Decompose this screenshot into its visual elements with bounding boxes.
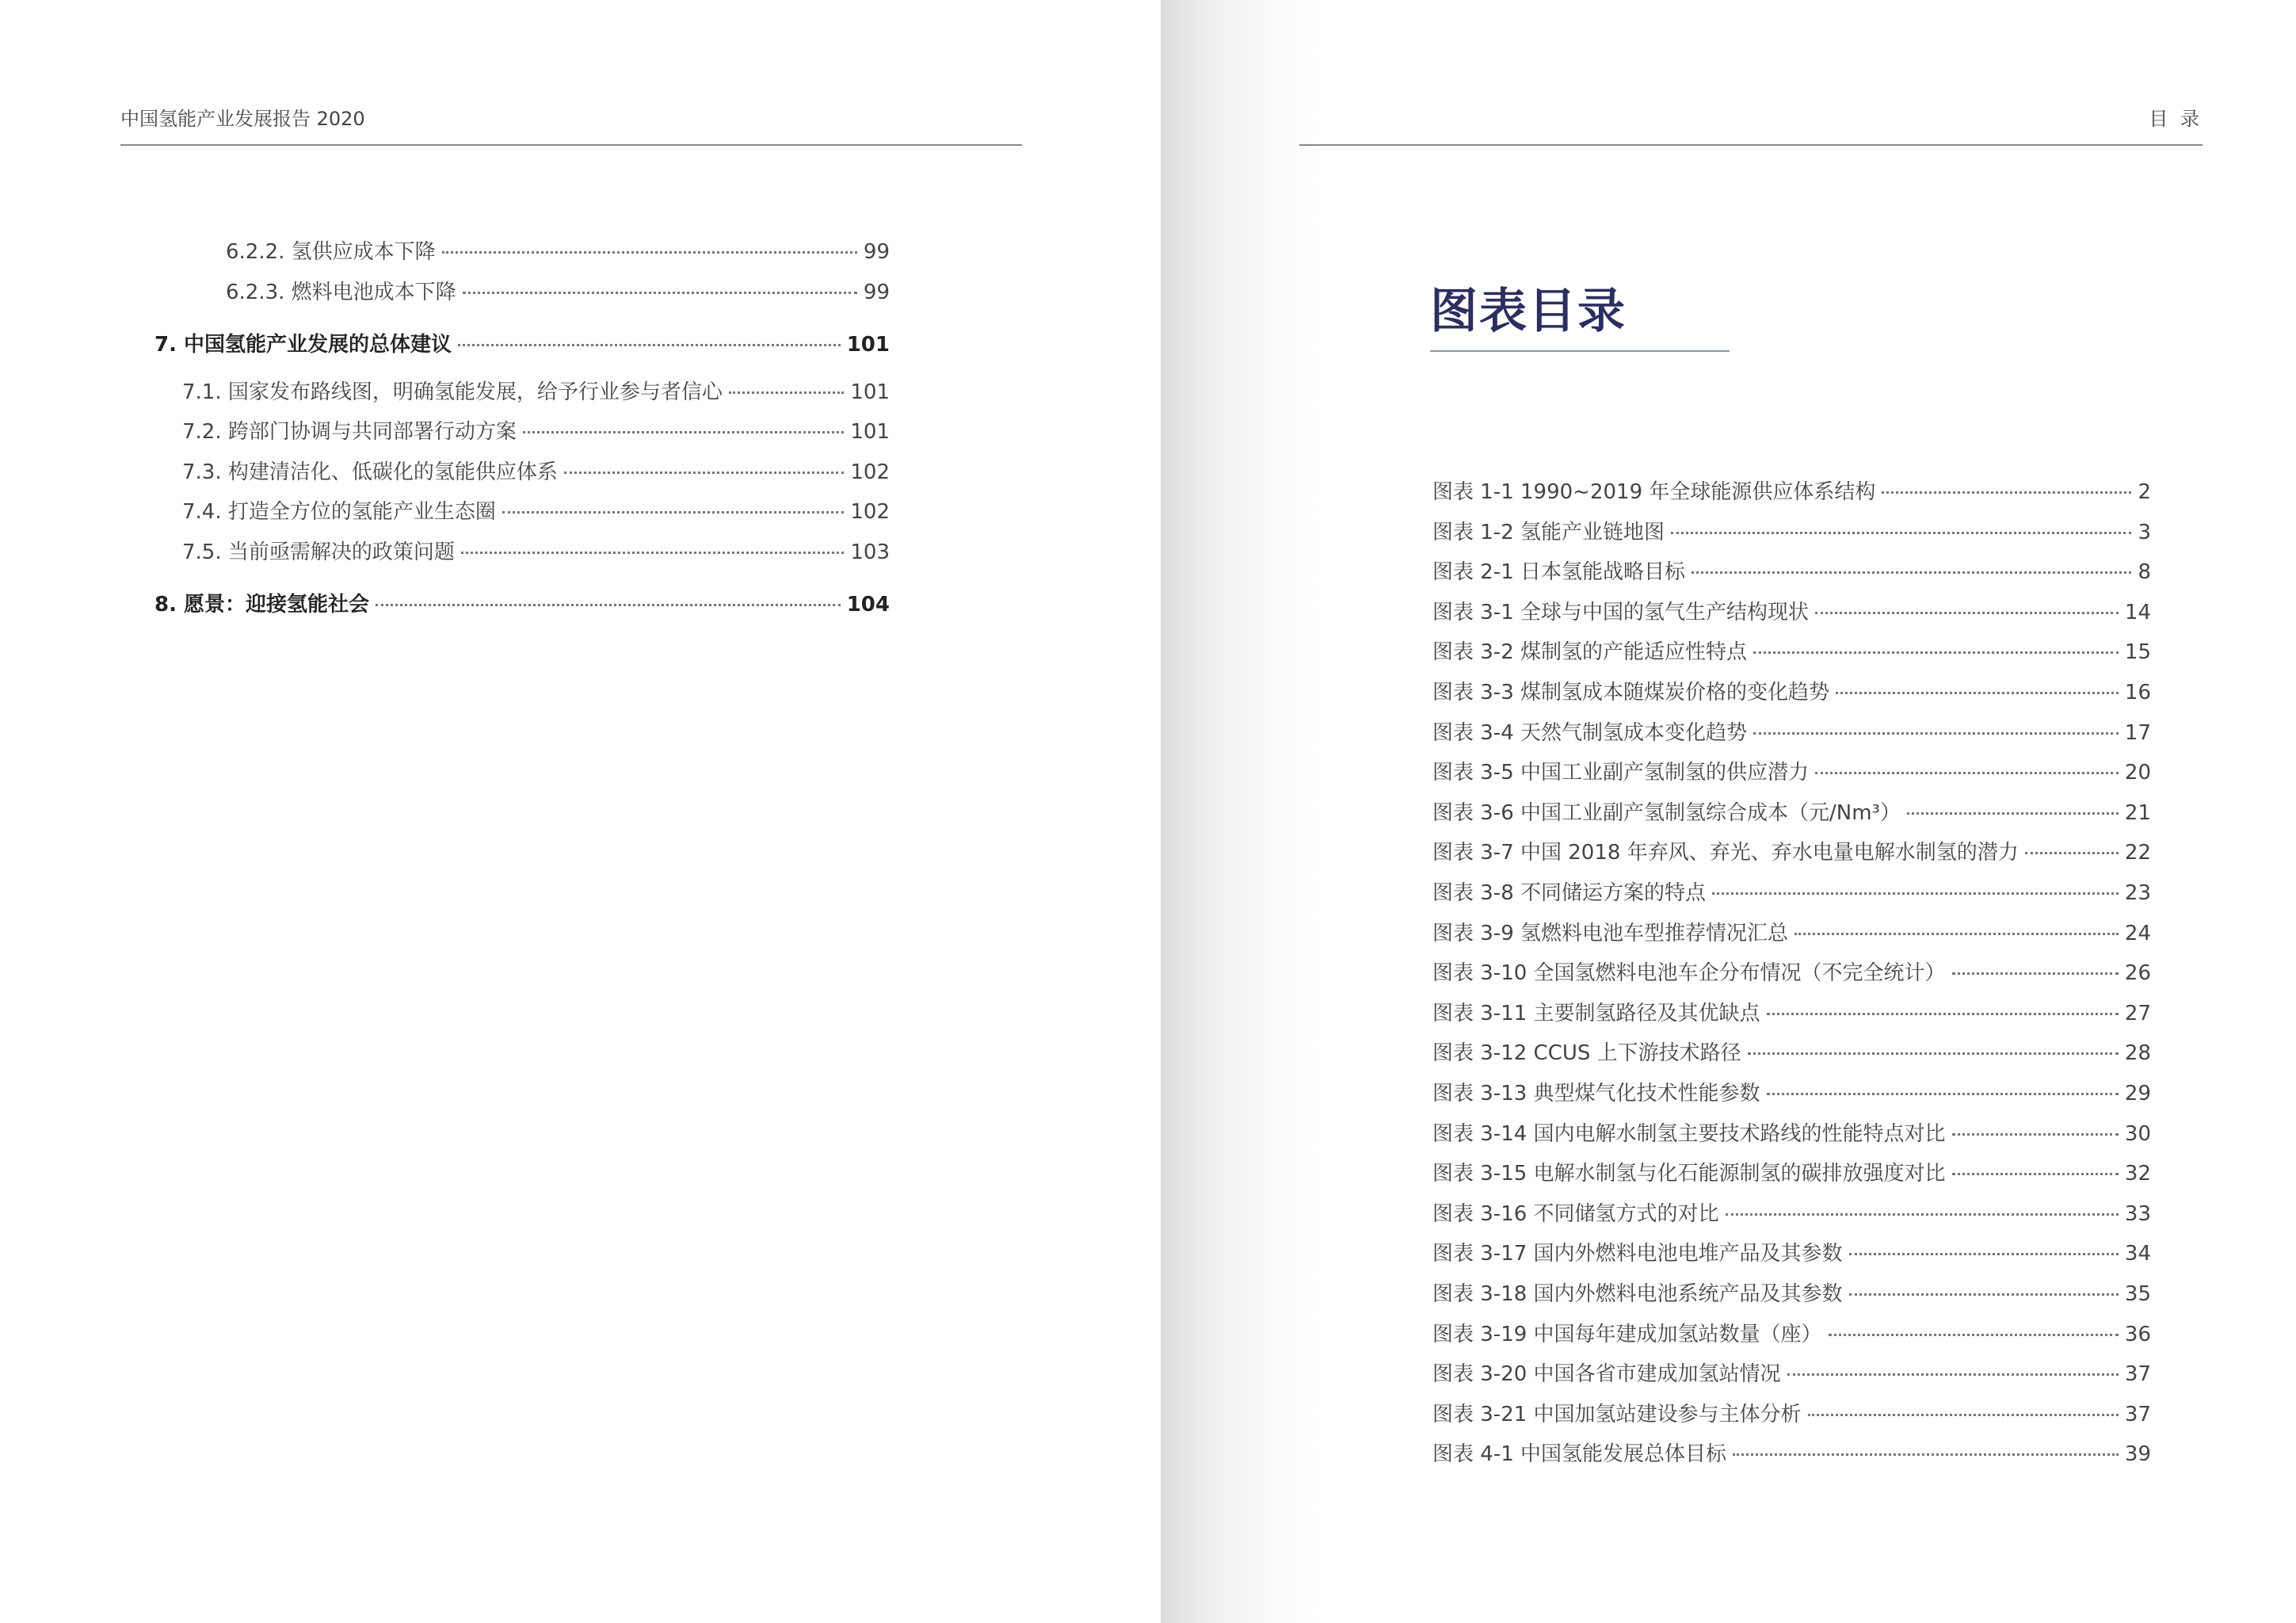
dot-leader	[1815, 612, 2119, 614]
toc-entry-label: 6.2.2. 氢供应成本下降	[226, 240, 436, 264]
figure-page-number: 21	[2124, 800, 2151, 825]
figure-entry-label: 图表 3-4 天然气制氢成本变化趋势	[1432, 720, 1747, 745]
figure-page-number: 15	[2124, 640, 2151, 665]
figure-page-number: 30	[2124, 1121, 2151, 1146]
dot-leader	[1829, 1334, 2119, 1336]
dot-leader	[1753, 651, 2119, 654]
toc-page-number: 101	[850, 420, 890, 444]
figure-page-number: 36	[2124, 1322, 2151, 1346]
dot-leader	[1849, 1293, 2119, 1296]
figure-page-number: 27	[2124, 1001, 2151, 1025]
figure-entry[interactable]	[1432, 1318, 2151, 1347]
figure-entry-label: 图表 3-11 主要制氢路径及其优缺点	[1432, 1001, 1760, 1025]
figure-page-number: 32	[2124, 1162, 2151, 1186]
figure-entry[interactable]	[1432, 636, 2151, 665]
title-underline	[1430, 350, 1730, 352]
dot-leader	[1726, 1213, 2119, 1216]
figure-entry-label: 图表 3-13 典型煤气化技术性能参数	[1432, 1082, 1760, 1106]
toc-page-number: 104	[846, 593, 890, 617]
page-title: 图表目录	[1430, 284, 1627, 339]
gutter-shadow	[1161, 0, 1319, 1623]
dot-leader	[1712, 892, 2119, 895]
toc-entry[interactable]	[226, 235, 890, 265]
toc-page-number: 103	[850, 540, 890, 564]
figure-entry-label: 图表 3-15 电解水制氢与化石能源制氢的碳排放强度对比	[1432, 1162, 1946, 1186]
dot-leader	[1691, 571, 2131, 574]
figure-entry[interactable]	[1432, 957, 2151, 986]
figure-entry[interactable]	[1432, 1157, 2151, 1186]
figure-entry-label: 图表 3-17 国内外燃料电池电堆产品及其参数	[1432, 1242, 1843, 1266]
figure-entry[interactable]	[1432, 1037, 2151, 1066]
figure-entry-label: 图表 3-5 中国工业副产氢制氢的供应潜力	[1432, 761, 1809, 785]
figure-entry[interactable]	[1432, 1197, 2151, 1227]
toc-entry[interactable]	[182, 415, 890, 445]
dot-leader	[564, 472, 844, 474]
toc-entry-label: 8. 愿景：迎接氢能社会	[154, 593, 370, 617]
figure-page-number: 17	[2124, 720, 2151, 745]
figure-page-number: 20	[2124, 761, 2151, 785]
figure-entry-label: 图表 3-9 氢燃料电池车型推荐情况汇总	[1432, 921, 1788, 945]
figure-entry[interactable]	[1432, 1277, 2151, 1307]
dot-leader	[1952, 972, 2119, 975]
figure-entry-label: 图表 3-1 全球与中国的氢气生产结构现状	[1432, 600, 1809, 624]
dot-leader	[1907, 812, 2119, 815]
toc-page-number: 102	[850, 460, 890, 484]
dot-leader	[458, 344, 841, 346]
running-header: 中国氢能产业发展报告 2020	[120, 108, 365, 130]
figure-entry[interactable]	[1432, 997, 2151, 1026]
figure-entry[interactable]	[1432, 676, 2151, 705]
figure-entry-label: 图表 3-21 中国加氢站建设参与主体分析	[1432, 1402, 1802, 1426]
figure-entry-label: 图表 3-3 煤制氢成本随煤炭价格的变化趋势	[1432, 681, 1829, 705]
toc-entry-label: 7.5. 当前亟需解决的政策问题	[182, 540, 455, 564]
figure-entry[interactable]	[1432, 1117, 2151, 1147]
figure-page-number: 22	[2124, 841, 2151, 865]
dot-leader	[1794, 933, 2119, 935]
figure-entry[interactable]	[1432, 1237, 2151, 1266]
figure-page-number: 37	[2124, 1362, 2151, 1387]
header-rule	[1299, 144, 2203, 146]
toc-entry-label: 7.2. 跨部门协调与共同部署行动方案	[182, 420, 517, 444]
toc-entry-label: 7.1. 国家发布路线图，明确氢能发展，给予行业参与者信心	[182, 380, 723, 404]
dot-leader	[2025, 852, 2119, 854]
dot-leader	[729, 391, 844, 394]
figure-entry-label: 图表 3-6 中国工业副产氢制氢综合成本（元/Nm³）	[1432, 800, 1901, 825]
dot-leader	[376, 604, 841, 606]
dot-leader	[1753, 732, 2119, 735]
toc-page-number: 101	[846, 333, 890, 357]
dot-leader	[1952, 1133, 2119, 1136]
figure-page-number: 33	[2124, 1201, 2151, 1226]
figure-entry-label: 图表 3-8 不同储运方案的特点	[1432, 881, 1706, 905]
toc-entry[interactable]	[154, 328, 890, 357]
dot-leader	[1808, 1414, 2119, 1416]
dot-leader	[1849, 1253, 2119, 1255]
figure-entry[interactable]	[1432, 1438, 2151, 1467]
figure-entry-label: 图表 1-1 1990~2019 年全球能源供应体系结构	[1432, 480, 1876, 504]
figure-entry-label: 图表 3-19 中国每年建成加氢站数量（座）	[1432, 1322, 1822, 1346]
dot-leader	[1882, 491, 2131, 494]
toc-entry[interactable]	[226, 276, 890, 305]
toc-page-number: 99	[863, 240, 890, 264]
figure-page-number: 24	[2124, 921, 2151, 945]
figure-entry-label: 图表 4-1 中国氢能发展总体目标	[1432, 1442, 1726, 1467]
right-page	[1161, 0, 2296, 1623]
dot-leader	[1787, 1373, 2119, 1376]
figure-page-number: 2	[2138, 480, 2151, 504]
toc-entry[interactable]	[154, 588, 890, 617]
toc-entry-label: 6.2.3. 燃料电池成本下降	[226, 281, 456, 304]
figure-page-number: 35	[2124, 1282, 2151, 1306]
figure-entry-label: 图表 3-2 煤制氢的产能适应性特点	[1432, 640, 1747, 665]
toc-entry-label: 7. 中国氢能产业发展的总体建议	[154, 333, 452, 357]
figure-entry-label: 图表 3-16 不同储氢方式的对比	[1432, 1201, 1719, 1226]
figure-entry[interactable]	[1432, 516, 2151, 545]
dot-leader	[502, 511, 844, 514]
figure-entry[interactable]	[1432, 716, 2151, 746]
dot-leader	[1748, 1052, 2119, 1055]
figure-page-number: 3	[2138, 520, 2151, 544]
dot-leader	[463, 292, 857, 294]
toc-page-number: 102	[850, 500, 890, 524]
figure-entry-label: 图表 3-10 全国氢燃料电池车企分布情况（不完全统计）	[1432, 961, 1946, 986]
toc-page-number: 101	[850, 380, 890, 404]
figure-page-number: 34	[2124, 1242, 2151, 1266]
toc-entry[interactable]	[182, 456, 890, 485]
dot-leader	[523, 431, 844, 433]
figure-page-number: 16	[2124, 681, 2151, 705]
toc-entry[interactable]	[182, 536, 890, 565]
figure-page-number: 26	[2124, 961, 2151, 986]
figure-page-number: 23	[2124, 881, 2151, 905]
header-rule	[120, 144, 1022, 146]
dot-leader	[461, 552, 844, 554]
figure-entry-label: 图表 3-12 CCUS 上下游技术路径	[1432, 1041, 1741, 1066]
figure-entry[interactable]	[1432, 917, 2151, 946]
figure-entry[interactable]	[1432, 756, 2151, 785]
figure-entry[interactable]	[1432, 1398, 2151, 1427]
toc-entry[interactable]	[182, 495, 890, 525]
figure-entry[interactable]	[1432, 876, 2151, 906]
figure-entry-label: 图表 1-2 氢能产业链地图	[1432, 520, 1665, 544]
figure-entry[interactable]	[1432, 1358, 2151, 1387]
running-header: 目 录	[2149, 108, 2203, 130]
figure-entry[interactable]	[1432, 836, 2151, 865]
figure-page-number: 28	[2124, 1041, 2151, 1066]
figure-entry[interactable]	[1432, 796, 2151, 826]
toc-entry-label: 7.3. 构建清洁化、低碳化的氢能供应体系	[182, 460, 558, 484]
figure-page-number: 14	[2124, 600, 2151, 624]
dot-leader	[1836, 692, 2119, 694]
dot-leader	[1733, 1453, 2119, 1456]
figure-entry-label: 图表 3-18 国内外燃料电池系统产品及其参数	[1432, 1282, 1843, 1306]
toc-entry-label: 7.4. 打造全方位的氢能产业生态圈	[182, 500, 496, 524]
figure-entry-label: 图表 3-14 国内电解水制氢主要技术路线的性能特点对比	[1432, 1121, 1946, 1146]
figure-entry-label: 图表 3-20 中国各省市建成加氢站情况	[1432, 1362, 1781, 1387]
toc-page-number: 99	[863, 281, 890, 304]
dot-leader	[1815, 772, 2119, 774]
figure-page-number: 37	[2124, 1402, 2151, 1426]
figure-entry[interactable]	[1432, 475, 2151, 505]
figure-entry[interactable]	[1432, 1077, 2151, 1106]
figure-page-number: 8	[2138, 560, 2151, 585]
figure-entry[interactable]	[1432, 596, 2151, 625]
figure-entry[interactable]	[1432, 556, 2151, 585]
dot-leader	[1767, 1013, 2119, 1015]
dot-leader	[1952, 1173, 2119, 1175]
toc-entry[interactable]	[182, 376, 890, 405]
dot-leader	[1671, 532, 2131, 534]
figure-entry-label: 图表 2-1 日本氢能战略目标	[1432, 560, 1685, 585]
dot-leader	[442, 251, 857, 254]
figure-page-number: 39	[2124, 1442, 2151, 1467]
dot-leader	[1767, 1093, 2119, 1095]
figure-page-number: 29	[2124, 1082, 2151, 1106]
figure-entry-label: 图表 3-7 中国 2018 年弃风、弃光、弃水电量电解水制氢的潜力	[1432, 841, 2019, 865]
